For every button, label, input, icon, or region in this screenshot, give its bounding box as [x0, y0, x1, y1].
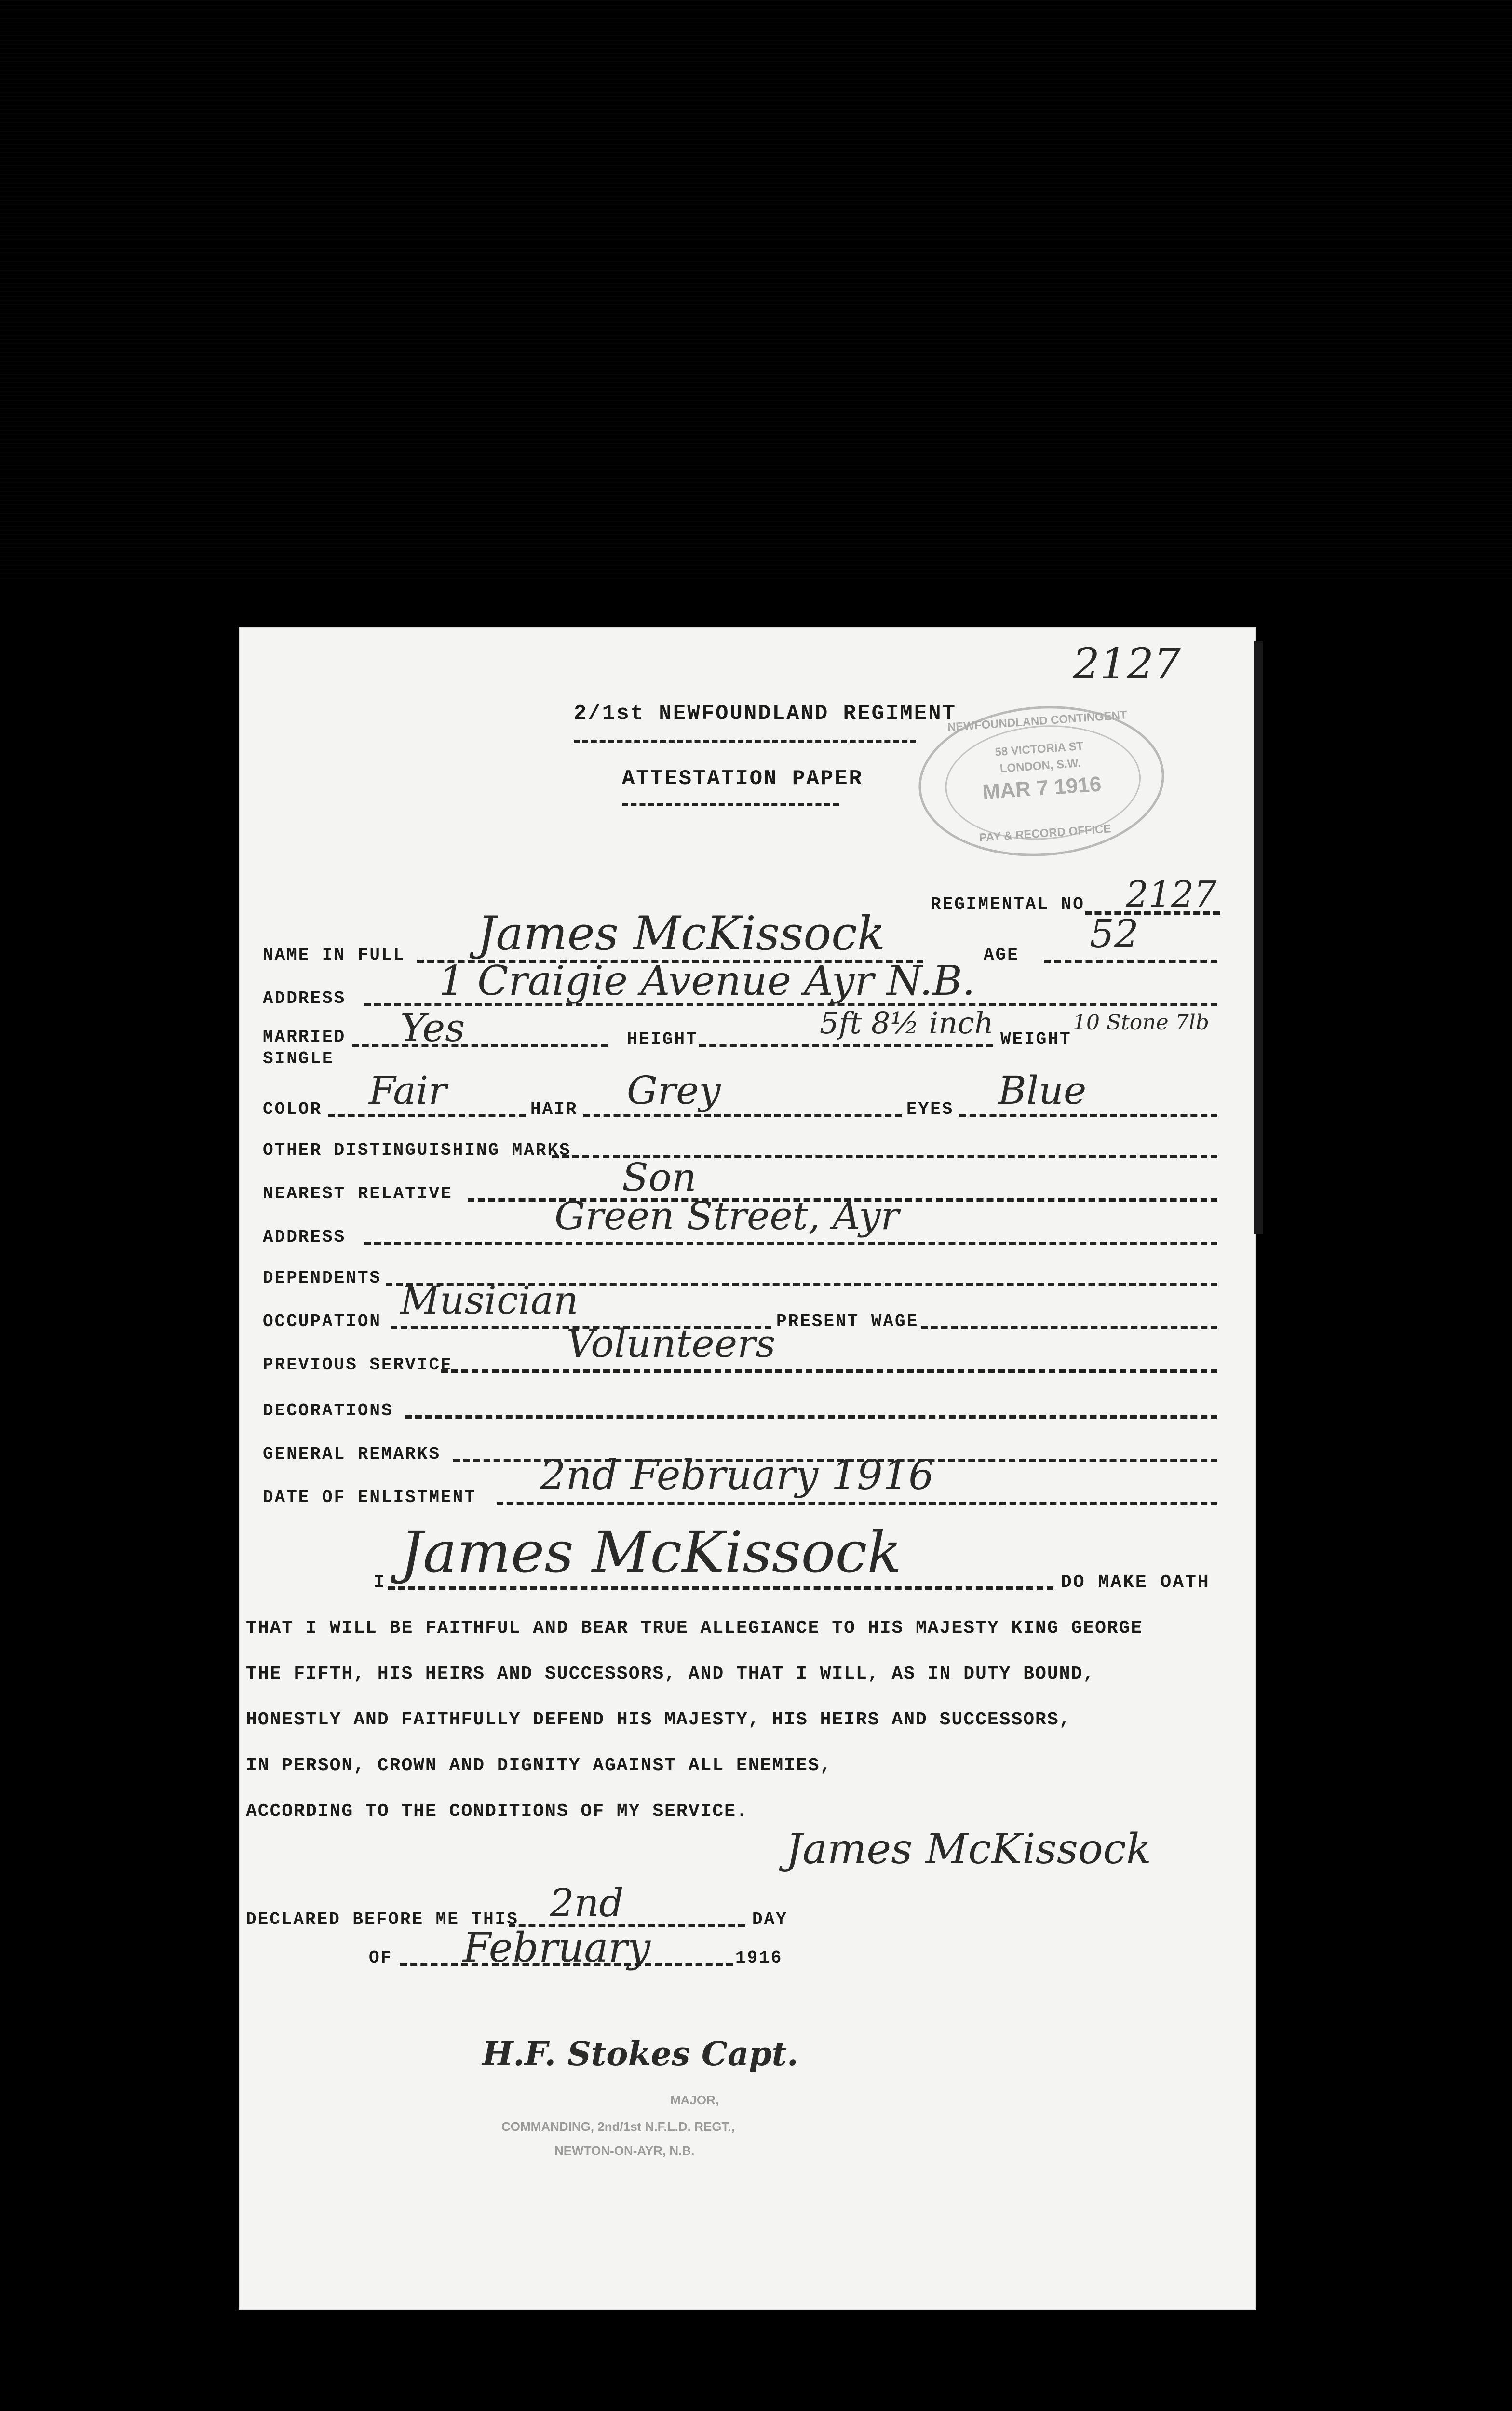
hair-label: HAIR — [530, 1099, 578, 1119]
oath-line-4: IN PERSON, CROWN AND DIGNITY AGAINST ALL ENEMIES, — [246, 1755, 832, 1776]
relative-address-value: Green Street, Ayr — [554, 1193, 899, 1238]
oath-line-5: ACCORDING TO THE CONDITIONS OF MY SERVICE. — [246, 1801, 748, 1822]
hair-line — [583, 1114, 902, 1117]
weight-value: 10 Stone 7lb — [1073, 1010, 1209, 1035]
age-value: 52 — [1090, 911, 1139, 956]
officer-signature: H.F. Stokes Capt. — [482, 2035, 798, 2073]
hair-value: Grey — [627, 1068, 721, 1113]
officer-stamp-location: NEWTON-ON-AYR, N.B. — [554, 2143, 695, 2158]
previous-service-value: Volunteers — [567, 1321, 776, 1366]
distinguishing-label: OTHER DISTINGUISHING MARKS — [263, 1140, 571, 1160]
present-wage-line — [921, 1326, 1217, 1329]
regiment-title: 2/1st NEWFOUNDLAND REGIMENT — [574, 702, 957, 726]
stamp-address-1: 58 VICTORIA ST — [994, 739, 1084, 759]
relative-address-line — [364, 1242, 1217, 1245]
stamp-address-2: LONDON, S.W. — [999, 757, 1081, 775]
occupation-label: OCCUPATION — [263, 1312, 382, 1331]
decorations-label: DECORATIONS — [263, 1401, 393, 1421]
officer-stamp-command: COMMANDING, 2nd/1st N.F.L.D. REGT., — [501, 2119, 735, 2134]
nearest-relative-label: NEAREST RELATIVE — [263, 1184, 453, 1204]
weight-label: WEIGHT — [1000, 1029, 1072, 1049]
oath-line-1: THAT I WILL BE FAITHFUL AND BEAR TRUE ALLEGIANCE TO HIS MAJESTY KING GEORGE — [246, 1618, 1143, 1639]
oath-line-2: THE FIFTH, HIS HEIRS AND SUCCESSORS, AND THAT I WILL, AS IN DUTY BOUND, — [246, 1664, 1095, 1684]
enlistment-date-line — [497, 1502, 1217, 1505]
height-line — [699, 1044, 993, 1047]
oath-line-3: HONESTLY AND FAITHFULLY DEFEND HIS MAJESTY, HIS HEIRS AND SUCCESSORS, — [246, 1709, 1071, 1730]
married-line — [352, 1044, 608, 1047]
general-remarks-label: GENERAL REMARKS — [263, 1444, 441, 1464]
declared-month-value: February — [463, 1924, 651, 1971]
eyes-value: Blue — [998, 1068, 1087, 1113]
document-title-underline — [622, 803, 839, 806]
name-label: NAME IN FULL — [263, 945, 405, 965]
address-line — [364, 1003, 1217, 1006]
eyes-label: EYES — [906, 1099, 954, 1119]
single-label: SINGLE — [263, 1049, 334, 1069]
color-value: Fair — [369, 1068, 447, 1113]
regimental-no-label: REGIMENTAL NO — [931, 894, 1085, 914]
document-title: ATTESTATION PAPER — [622, 767, 863, 791]
enlistment-date-label: DATE OF ENLISTMENT — [263, 1488, 476, 1507]
declared-day-value: 2nd — [550, 1881, 624, 1925]
name-value: James McKissock — [477, 907, 886, 961]
enlistment-date-value: 2nd February 1916 — [540, 1451, 934, 1499]
married-label: MARRIED — [263, 1027, 346, 1047]
nearest-relative-value: Son — [622, 1155, 697, 1200]
present-wage-label: PRESENT WAGE — [776, 1312, 919, 1331]
oath-pronoun: I — [374, 1572, 386, 1593]
of-label: OF — [369, 1948, 393, 1968]
recruit-signature: James McKissock — [786, 1825, 1151, 1873]
scan-background — [0, 0, 1512, 579]
declared-month-line — [400, 1963, 733, 1966]
color-label: COLOR — [263, 1099, 323, 1119]
occupation-value: Musician — [400, 1278, 579, 1323]
declared-label: DECLARED BEFORE ME THIS — [246, 1910, 519, 1929]
height-value: 5ft 8½ inch — [820, 1005, 994, 1041]
relative-address-label: ADDRESS — [263, 1227, 346, 1247]
stamp-org-top: NEWFOUNDLAND CONTINGENT — [947, 708, 1128, 734]
oath-name-line — [388, 1586, 1053, 1590]
eyes-line — [959, 1114, 1217, 1117]
age-line — [1044, 960, 1217, 963]
married-value: Yes — [400, 1005, 465, 1050]
address-value: 1 Craigie Avenue Ayr N.B. — [439, 957, 975, 1004]
declared-year: 1916 — [735, 1948, 783, 1968]
color-line — [328, 1114, 526, 1117]
do-make-oath-label: DO MAKE OATH — [1061, 1572, 1210, 1593]
age-label: AGE — [984, 945, 1019, 965]
dependents-label: DEPENDENTS — [263, 1268, 382, 1288]
decorations-line — [405, 1415, 1217, 1419]
height-label: HEIGHT — [627, 1029, 698, 1049]
day-label: DAY — [752, 1910, 788, 1929]
regiment-title-underline — [574, 740, 916, 743]
previous-service-label: PREVIOUS SERVICE — [263, 1355, 453, 1375]
address-label: ADDRESS — [263, 989, 346, 1008]
stamp-org-bottom: PAY & RECORD OFFICE — [978, 822, 1112, 845]
paper-edge-shadow — [1254, 641, 1263, 1234]
regimental-no-value: 2127 — [1126, 874, 1217, 915]
stamp-date: MAR 7 1916 — [982, 772, 1102, 804]
oath-name-value: James McKissock — [400, 1519, 902, 1585]
officer-stamp-rank: MAJOR, — [670, 2093, 719, 2107]
file-number-handwritten: 2127 — [1073, 639, 1181, 689]
previous-service-line — [441, 1369, 1217, 1373]
